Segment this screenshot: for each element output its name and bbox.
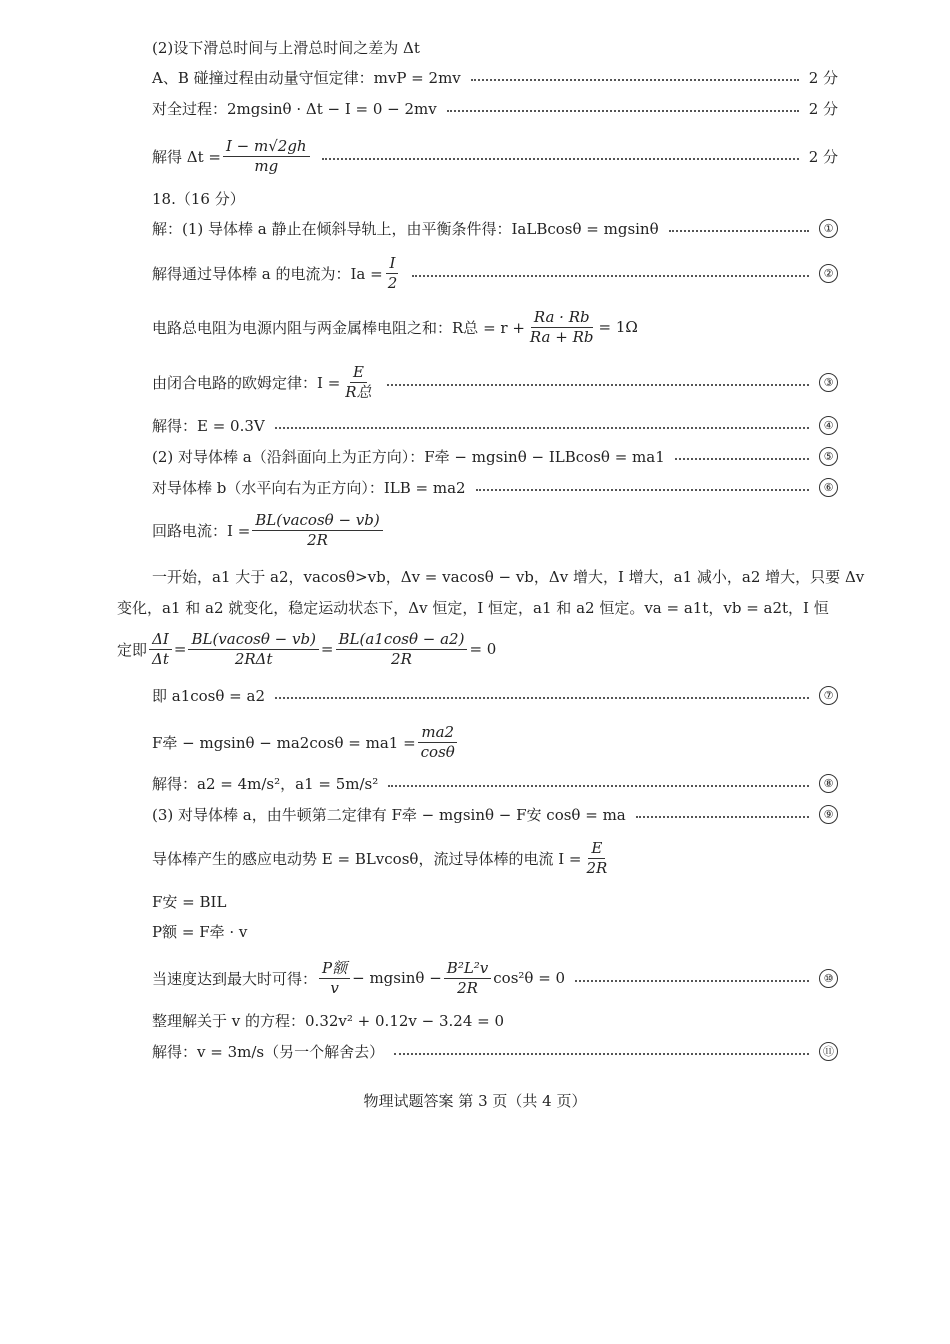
dot-leader (575, 980, 809, 982)
fraction: $\frac{E}{\text{R总}}$ (345, 363, 372, 401)
fraction: $\frac{\text{P额}}{v}$ (319, 960, 350, 996)
dot-leader (275, 427, 809, 429)
step-marker: ② (819, 264, 838, 283)
acceleration-relation-line: 即 a1cosθ = a2 ⑦ (152, 680, 838, 710)
acceleration-result-line: 解得：a2 = 4m/s²，a1 = 5m/s² ⑧ (152, 768, 838, 798)
step-marker: ⑪ (819, 1042, 838, 1061)
dot-leader (447, 110, 799, 112)
loop-current-line: 回路电流：I = $\frac{BL(vacos\theta - vb)}{2R}$ (152, 510, 838, 550)
momentum-conservation-line: A、B 碰撞过程由动量守恒定律：mvP = 2mv 2 分 (152, 68, 838, 87)
fraction: $\frac{I}{2}$ (387, 254, 398, 292)
delta-t-result-line: 解得 Δt = $\frac{I - m√2gh}{mg}$ 2 分 (152, 137, 838, 175)
dot-leader (675, 458, 809, 460)
max-speed-equation-line: 当速度达到最大时可得： $\frac{\text{P额}}{v}$ − mgsinθ − $\frac{\text{B²L²v}}{2R}$ cos²θ = 0 ⑩ (152, 956, 838, 1000)
final-speed-line: 解得：v = 3m/s（另一个解舍去） ⑪ (152, 1036, 838, 1066)
step-marker: ⑨ (819, 805, 838, 824)
score-mark: 2 分 (808, 68, 838, 87)
rod-b-equation-line: 对导体棒 b（水平向右为正方向）：ILB = ma2 ⑥ (152, 472, 838, 502)
dot-leader (394, 1053, 809, 1055)
equilibrium-line: 解：(1) 导体棒 a 静止在倾斜导轨上，由平衡条件得：IaLBcosθ = mgsinθ ① (152, 213, 838, 243)
analysis-paragraph-line-1: 一开始，a1 大于 a2，vacosθ>vb，Δv = vacosθ − vb，Δv 增大，I 增大，a1 减小，a2 增大，只要 Δv (152, 567, 865, 586)
rod-a-equation-line: (2) 对导体棒 a（沿斜面向上为正方向）：F牵 − mgsinθ − ILBcosθ = ma1 ⑤ (152, 441, 838, 471)
dot-leader (476, 489, 809, 491)
step-marker: ③ (819, 373, 838, 392)
step-marker: ⑩ (819, 969, 838, 988)
newton-second-law-line: (3) 对导体棒 a，由牛顿第二定律有 F牵 − mgsinθ − F安 cosθ = ma ⑨ (152, 799, 838, 829)
current-a-line: 解得通过导体棒 a 的电流为：Ia = $\frac{I}{2}$ ② (152, 253, 838, 293)
induced-emf-line: 导体棒产生的感应电动势 E = BLvcosθ，流过导体棒的电流 I = $\frac{E}{2R}$ (152, 838, 838, 878)
dot-leader (636, 816, 809, 818)
force-equation-line: F牵 − mgsinθ − ma2cosθ = ma1 = $\frac{ma2}{\cos\theta}$ (152, 722, 838, 762)
total-resistance-line: 电路总电阻为电源内阻与两金属棒电阻之和：R总 = r + $\frac{Ra \cdot Rb}{Ra + Rb}$ = 1Ω (152, 308, 638, 346)
fraction: $\frac{E}{2R}$ (586, 839, 608, 877)
fraction: $\frac{Ra \cdot Rb}{Ra + Rb}$ (529, 308, 594, 346)
ampere-force-line: F安 = BIL (152, 892, 227, 911)
quadratic-equation-line: 整理解关于 v 的方程：0.32v² + 0.12v − 3.24 = 0 (152, 1011, 505, 1030)
fraction: $\frac{I - m√2gh}{mg}$ (223, 138, 310, 174)
fraction: $\frac{BL(a1\cos\theta - a2)}{2R}$ (336, 631, 468, 667)
step-marker: ⑦ (819, 686, 838, 705)
dot-leader (471, 79, 799, 81)
score-mark: 2 分 (808, 147, 838, 166)
step-marker: ⑥ (819, 478, 838, 497)
fraction: $\frac{BL(vacos\theta - vb)}{\text{2RΔt}}$ (188, 631, 318, 667)
step-marker: ⑧ (819, 774, 838, 793)
dot-leader (669, 230, 809, 232)
whole-process-line: 对全过程：2mgsinθ · Δt − I = 0 − 2mv 2 分 (152, 99, 838, 118)
step-marker: ① (819, 219, 838, 238)
page-footer: 物理试题答案 第 3 页（共 4 页） (363, 1092, 587, 1110)
dot-leader (322, 158, 799, 160)
fraction: $\frac{\Delta I}{\Delta t}$ (149, 631, 172, 667)
emf-result-line: 解得：E = 0.3V ④ (152, 410, 838, 440)
dot-leader (387, 384, 809, 386)
analysis-paragraph-line-2: 变化，a1 和 a2 就变化，稳定运动状态下，Δv 恒定，I 恒定，a1 和 a2 恒定。va = a1t，vb = a2t，I 恒 (117, 598, 829, 617)
fraction: $\frac{ma2}{\cos\theta}$ (418, 724, 458, 760)
ohms-law-line: 由闭合电路的欧姆定律：I = $\frac{E}{\text{R总}}$ ③ (152, 362, 838, 402)
part2-intro: (2)设下滑总时间与上滑总时间之差为 Δt (152, 38, 420, 57)
dot-leader (275, 697, 809, 699)
fraction: $\frac{BL(vacos\theta - vb)}{2R}$ (252, 512, 382, 548)
dot-leader (412, 275, 809, 277)
step-marker: ⑤ (819, 447, 838, 466)
score-mark: 2 分 (808, 99, 838, 118)
dot-leader (388, 785, 809, 787)
rated-power-line: P额 = F牵 · v (152, 922, 248, 941)
step-marker: ④ (819, 416, 838, 435)
steady-state-line: 定即 $\frac{\Delta I}{\Delta t}$ = $\frac{BL(vacos\theta - vb)}{\text{2RΔt}}$ = $\frac{BL(a1\cos\theta - a2)}{2R}$ = 0 (117, 630, 497, 668)
question-18-header: 18.（16 分） (152, 189, 245, 208)
fraction: $\frac{\text{B²L²v}}{2R}$ (444, 960, 491, 996)
